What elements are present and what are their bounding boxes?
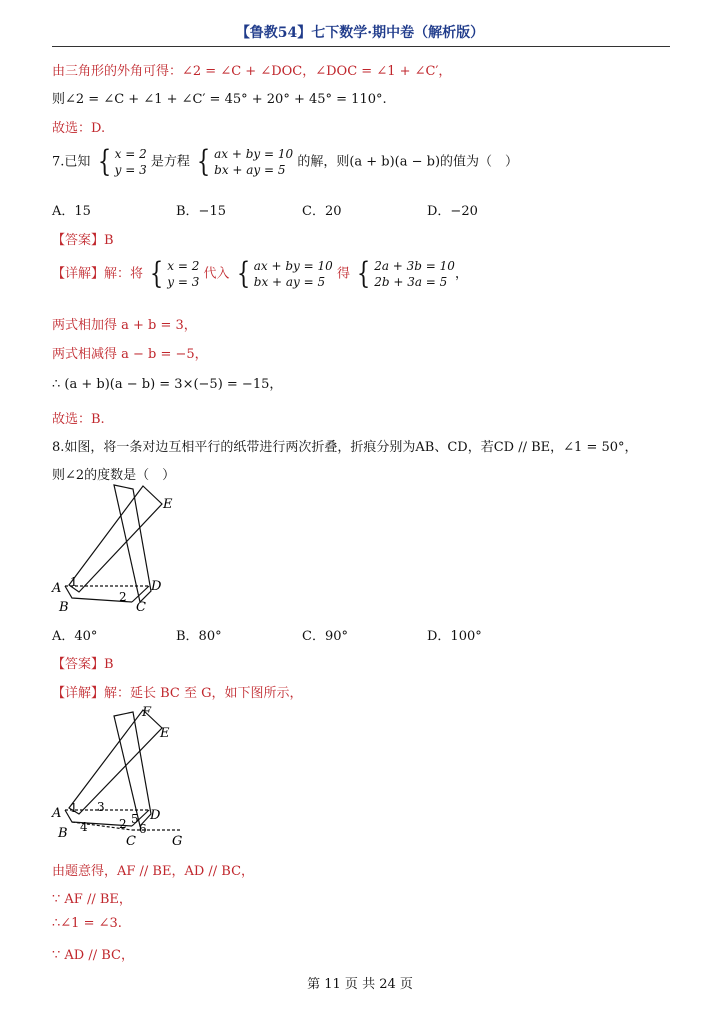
q8-detail: 【详解】解：延长 BC 至 G，如下图所示，	[52, 686, 303, 701]
fig1-vertical-strip	[114, 485, 151, 602]
q7-sys3-row: y = 3	[167, 275, 200, 289]
fig2-label-c: C	[126, 834, 136, 849]
prev-line-2: 则∠2 = ∠C + ∠1 + ∠C′ = 45° + 20° + 45° = 110°.	[52, 92, 387, 107]
q7-get: 得	[336, 266, 350, 282]
q8-stem-1: 8.如图，将一条对边互相平行的纸带进行两次折叠，折痕分别为AB、CD，若CD // BE，∠1 = 50°，	[52, 440, 638, 455]
q7-step-1: 两式相加得 a + b = 3，	[52, 318, 197, 333]
q7-system-4: { ax + by = 10 bx + ay = 5	[236, 256, 333, 291]
q7-sys2-row: ax + by = 10	[214, 147, 294, 161]
fig2-angle-3: 3	[97, 800, 105, 814]
q7-prefix: 7.已知	[52, 154, 91, 170]
q8-figure-2	[50, 702, 190, 850]
fig2-label-f: F	[142, 705, 152, 720]
q8-figure-1	[50, 482, 190, 617]
q7-system-5: { 2a + 3b = 10 2b + 3a = 5	[356, 256, 455, 291]
fig1-label-d: D	[151, 579, 162, 594]
q7-comma: ，	[454, 266, 468, 282]
q7-sys5-row: 2b + 3a = 5	[374, 275, 448, 289]
q7-option-c: C．20	[302, 204, 342, 219]
fig2-angle-2: 2	[119, 817, 127, 831]
q7-sys1-row: x = 2	[114, 147, 147, 161]
q7-suffix: 的解，则(a + b)(a − b)的值为（ ）	[297, 154, 519, 170]
prev-choice: 故选：D.	[52, 121, 106, 136]
q8-reason-4: ∵ AD // BC，	[52, 948, 134, 963]
q7-mid: 是方程	[150, 154, 190, 170]
q7-system-1: { x = 2 y = 3	[97, 144, 147, 179]
fig1-label-c: C	[136, 600, 146, 615]
q7-step-3: ∴ (a + b)(a − b) = 3×(−5) = −15，	[52, 377, 283, 392]
page-header: 【鲁教54】七下数学·期中卷（解析版）	[235, 25, 485, 41]
q8-option-d: D．100°	[427, 629, 482, 644]
fig1-label-a: A	[52, 581, 62, 596]
fig2-angle-6: 6	[139, 822, 147, 836]
q7-sys1-row: y = 3	[114, 163, 147, 177]
fig1-label-e: E	[163, 497, 173, 512]
q7-option-d: D．−20	[427, 204, 478, 219]
q8-option-b: B．80°	[176, 629, 222, 644]
q7-sub: 代入	[203, 266, 230, 282]
q7-sys3-row: x = 2	[167, 259, 200, 273]
fig2-label-b: B	[58, 826, 68, 841]
q7-sys4-row: bx + ay = 5	[253, 275, 326, 289]
q8-reason-3: ∴∠1 = ∠3.	[52, 916, 122, 931]
q7-answer: 【答案】B	[52, 233, 114, 248]
q7-sys4-row: ax + by = 10	[253, 259, 333, 273]
q8-reason-2: ∵ AF // BE，	[52, 892, 132, 907]
q8-option-c: C．90°	[302, 629, 348, 644]
q7-detail	[52, 258, 468, 290]
q7-sys2-row: bx + ay = 5	[214, 163, 286, 177]
q7-choice: 故选：B.	[52, 412, 105, 427]
q8-reason-1: 由题意得，AF // BE，AD // BC，	[52, 864, 255, 879]
q8-answer: 【答案】B	[52, 657, 114, 672]
prev-line-1: 由三角形的外角可得：∠2 = ∠C + ∠DOC，∠DOC = ∠1 + ∠C′，	[52, 64, 452, 79]
fig2-label-d: D	[150, 808, 161, 823]
q7-system-3: { x = 2 y = 3	[150, 256, 200, 291]
fig2-angle-4: 4	[80, 820, 88, 834]
q8-stem-2: 则∠2的度数是（ ）	[52, 468, 176, 483]
fig2-label-g: G	[172, 834, 183, 849]
fig2-angle-5: 5	[131, 812, 139, 826]
fig1-angle-1: 1	[70, 575, 78, 589]
fig2-vertical-strip	[114, 712, 151, 826]
fig2-label-a: A	[52, 806, 62, 821]
fig1-angle-2: 2	[119, 590, 127, 604]
q7-system-2: { ax + by = 10 bx + ay = 5	[196, 144, 294, 179]
q7-step-2: 两式相减得 a − b = −5，	[52, 347, 208, 362]
q7-detail-intro: 解：将	[104, 266, 144, 282]
q7-detail-label: 【详解】	[52, 266, 105, 282]
fig2-angle-1: 1	[70, 801, 78, 815]
q7-sys5-row: 2a + 3b = 10	[374, 259, 455, 273]
header-divider	[52, 46, 670, 47]
fig2-label-e: E	[160, 726, 170, 741]
q7-option-b: B．−15	[176, 204, 226, 219]
fig1-label-b: B	[59, 600, 69, 615]
q8-option-a: A．40°	[52, 629, 98, 644]
q7-stem	[52, 146, 518, 178]
page-footer: 第 11 页 共 24 页	[307, 977, 413, 992]
q7-option-a: A．15	[52, 204, 91, 219]
